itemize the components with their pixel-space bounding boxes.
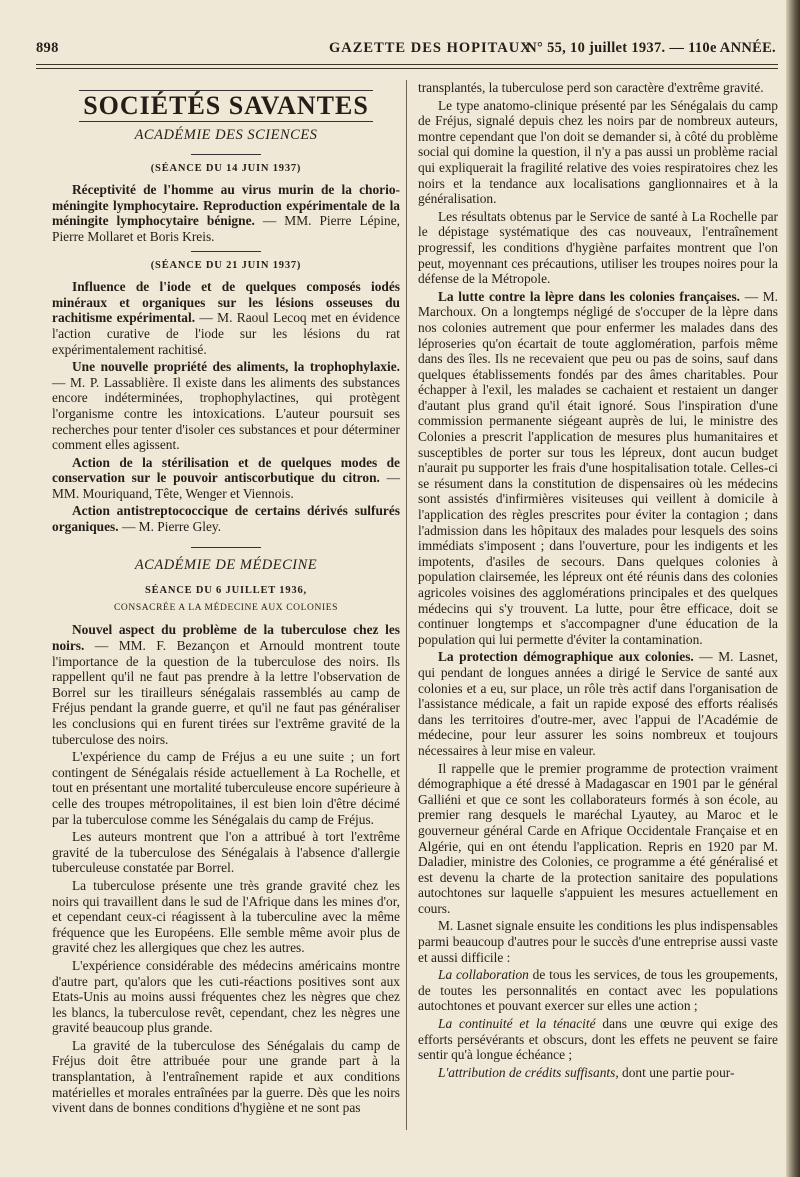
- header-rule-2: [36, 68, 778, 69]
- right-column: [418, 80, 778, 1082]
- divider: [191, 154, 261, 155]
- paragraph: L'expérience considérable des médecins américains montre d'autre part, qu'alors que les cuti-réactions positives sont aux Etats-Unis au moins aussi fréquentes chez les nègres que chez les blancs, la tuberculose revêt, cependant, chez les nègres une gravité beaucoup plus grande.: [52, 957, 400, 1036]
- paragraph: La collaboration de tous les services, de tous les groupements, de toutes les personnalités en contact avec les populations autochtones et pouvant exercer sur elles une action ;: [418, 967, 778, 1014]
- left-column: [52, 78, 400, 1118]
- academy-medecine-heading: ACADÉMIE DE MÉDECINE: [134, 556, 318, 573]
- seance-heading: (SÉANCE DU 14 JUIN 1937): [150, 162, 302, 174]
- header-rule: [36, 64, 778, 65]
- page-number: 898: [36, 40, 59, 56]
- article-entry: Influence de l'iode et de quelques composés iodés minéraux et organiques sur les lésions osseuses du rachitisme expérimental. — M. Raoul Lecoq met en évidence l'action curative de l'iode sur les lésions du rat expérimentalement rachitisé.: [52, 279, 400, 357]
- page-binding-edge: [786, 0, 800, 1177]
- issue-info: N° 55, 10 juillet 1937. — 110e ANNÉE.: [526, 40, 776, 56]
- divider: [191, 251, 261, 252]
- section-title: SOCIÉTÉS SAVANTES: [52, 90, 400, 122]
- paragraph: transplantés, la tuberculose perd son caractère d'extrême gravité.: [418, 80, 764, 95]
- seance-heading: SÉANCE DU 6 JUILLET 1936,: [145, 585, 307, 597]
- journal-title: GAZETTE DES HOPITAUX: [329, 40, 532, 56]
- paragraph: Les auteurs montrent que l'on a attribué à tort l'extrême gravité de la tuberculose des Sénégalais à l'absence d'allergie tuberculeuse constatée par Borrel.: [52, 829, 400, 876]
- article-entry: Réceptivité de l'homme au virus murin de la chorio-méningite lymphocytaire. Reproduction expérimentale de la méningite lymphocytaire bénigne. — MM. Pierre Lépine, Pierre Mollaret et Boris Kreis.: [52, 182, 400, 244]
- paragraph: Les résultats obtenus par le Service de santé à La Rochelle par le dépistage systématique des cas nouveaux, l'entraînement progressif, les conditions d'hygiène parfaites montrent que l'on peut, moyennant ces précautions, utiliser les troupes noires pour la défense de la Métropole.: [418, 208, 778, 287]
- seance-subheading: CONSACRÉE A LA MÉDECINE AUX COLONIES: [113, 602, 338, 613]
- article-entry: Action antistreptococcique de certains dérivés sulfurés organiques. — M. Pierre Gley.: [52, 503, 400, 535]
- paragraph: L'attribution de crédits suffisants, dont une partie pour-: [438, 1064, 735, 1080]
- paragraph: La gravité de la tuberculose des Sénégalais du camp de Fréjus doit être attribuée pour une grande part à la transplantation, à l'entraînement rapide et aux conditions matérielles et morales entraînées par la guerre. Dès que les noirs vivent dans de bonnes conditions d'hygiène et ne sont pas: [52, 1037, 400, 1116]
- paragraph: Il rappelle que le premier programme de protection vraiment démographique a été dressé à Madagascar en 1901 par le général Galliéni et que ce sont les collaborateurs formés à son école, au premier rang desquels le maréchal Lyautey, au Maroc et le gouverneur général Carde en Afrique Occidentale Française et en Algérie, qui en ont étendu l'application. Repris en 1920 par M. Daladier, ministre des Colonies, ce programme a été généralisé et est devenu la charte de la protection sanitaire des populations autochtones sur laquelle s'appuient les mesures actuellement en cours.: [418, 760, 778, 916]
- seance-heading: (SÉANCE DU 21 JUIN 1937): [150, 259, 302, 271]
- academy-sciences-heading: ACADÉMIE DES SCIENCES: [134, 127, 318, 143]
- paragraph: L'expérience du camp de Fréjus a eu une suite ; un fort contingent de Sénégalais réside actuellement à La Rochelle, et tout en présentant une mortalité tuberculeuse encore supérieure à celle des troupes métropolitaines, il est bien loin d'être décimé par la tuberculose comme les Sénégalais du camp de Fréjus.: [52, 749, 401, 827]
- paragraph: La continuité et la ténacité dans une œuvre qui exige des efforts persévérants et obscurs, dont les effets ne peuvent se faire sentir qu'à longue échéance ;: [418, 1016, 779, 1063]
- paragraph: La tuberculose présente une très grande gravité chez les noirs qui travaillent dans le sud de l'Afrique dans les mines d'or, et cependant ceux-ci réagissent à la tuberculine avec la même fréquence que les Européens. Elle semble même avoir plus de gravité chez les allergiques que chez les autres.: [52, 877, 400, 956]
- paragraph: M. Lasnet signale ensuite les conditions les plus indispensables parmi beaucoup d'autres pour le succès d'une entreprise aussi vaste et aussi difficile :: [418, 918, 778, 965]
- paragraph: Le type anatomo-clinique présenté par les Sénégalais du camp de Fréjus, signalé depuis chez les noirs par de nombreux auteurs, montre cependant que l'on doit se demander si, à côté du problème social qui domine la question, il n'y a pas aussi un problème racial qui expliquerait la fragilité relative des voies respiratoires chez les noirs et la tendance aux localisations ganglionnaires et à la généralisation.: [418, 97, 778, 207]
- article-entry: Une nouvelle propriété des aliments, la trophophylaxie. — M. P. Lassablière. Il existe dans les aliments des substances encore indéterminées, trophophylactines, qui protègent l'organisme contre les intoxications. L'auteur poursuit ses recherches pour tenter d'isoler ces substances et pour déterminer comment elles agissent.: [52, 359, 400, 453]
- column-divider: [406, 80, 407, 1130]
- article-entry: La protection démographique aux colonies. — M. Lasnet, qui pendant de longues années a dirigé le Service de santé aux colonies et a eu, sur place, un rôle très actif dans l'organisation de l'assistance médicale, a fait un rapide exposé des efforts réalisés dans les territoires d'outre-mer, avec l'appui de l'Académie de médecine, pour leur assurer les soins nombreux et toujours nécessaires à leur mise en valeur.: [418, 649, 778, 758]
- article-entry: Nouvel aspect du problème de la tuberculose chez les noirs. — MM. F. Bezançon et Arnould montrent toute l'importance de la question de la tuberculose des noirs. Ils rappellent qu'il ne faut pas prendre à la lettre l'observation de Borrel sur les tirailleurs sénégalais rassemblés au camp de Fréjus pendant la grande guerre, et qu'il ne faut pas généraliser les conclusions qui en furent tirées sur l'extrême gravité de la tuberculose des noirs.: [52, 622, 400, 747]
- article-entry: La lutte contre la lèpre dans les colonies françaises. — M. Marchoux. On a longtemps négligé de s'occuper de la lèpre dans nos colonies autrement que pour enfermer les malades dans des léproseries qu'on écartait de toute agglomération, parfois même dans des îles. Ils ne recevaient que peu ou pas de soins, sauf dans quelques établissements fondés par des âmes charitables. Pour échapper à l'exil, les malades se cachaient et restaient un danger d'autant plus grand qu'il était ignoré. Sous l'inspiration d'une commission permanente siégeant auprès de lui, le ministre des Colonies a prescrit l'application de mesures plus humanitaires et susceptibles de porter sur tous les lépreux, dont aucun budget n'aurait pu supporter les frais d'une hospitalisation totale. Celles-ci se résument dans la constitution de dispensaires où les médecins sont assistés d'infirmières visiteuses qui veillent à domicile à l'application des règles prescrites pour éviter la contagion ; dans l'admission dans les hôpitaux des malades pour lesquels des soins immédiats s'imposent ; dans l'ouverture, pour les indigents et les impotents, d'asiles de secours. Dans quelques colonies à population clairsemée, les lépreux ont été réunis dans des colonies agricoles voisines des agglomérations principales et des quelques médecins qui s'y trouvent. La lutte, pour être efficace, doit se continuer longtemps et s'accompagner d'une éducation de la population qui lui permette d'éviter la contamination.: [418, 288, 779, 647]
- article-entry: Action de la stérilisation et de quelques modes de conservation sur le pouvoir antiscorbutique du citron. — MM. Mouriquand, Tête, Wenger et Viennois.: [52, 454, 400, 501]
- running-header: [36, 40, 776, 62]
